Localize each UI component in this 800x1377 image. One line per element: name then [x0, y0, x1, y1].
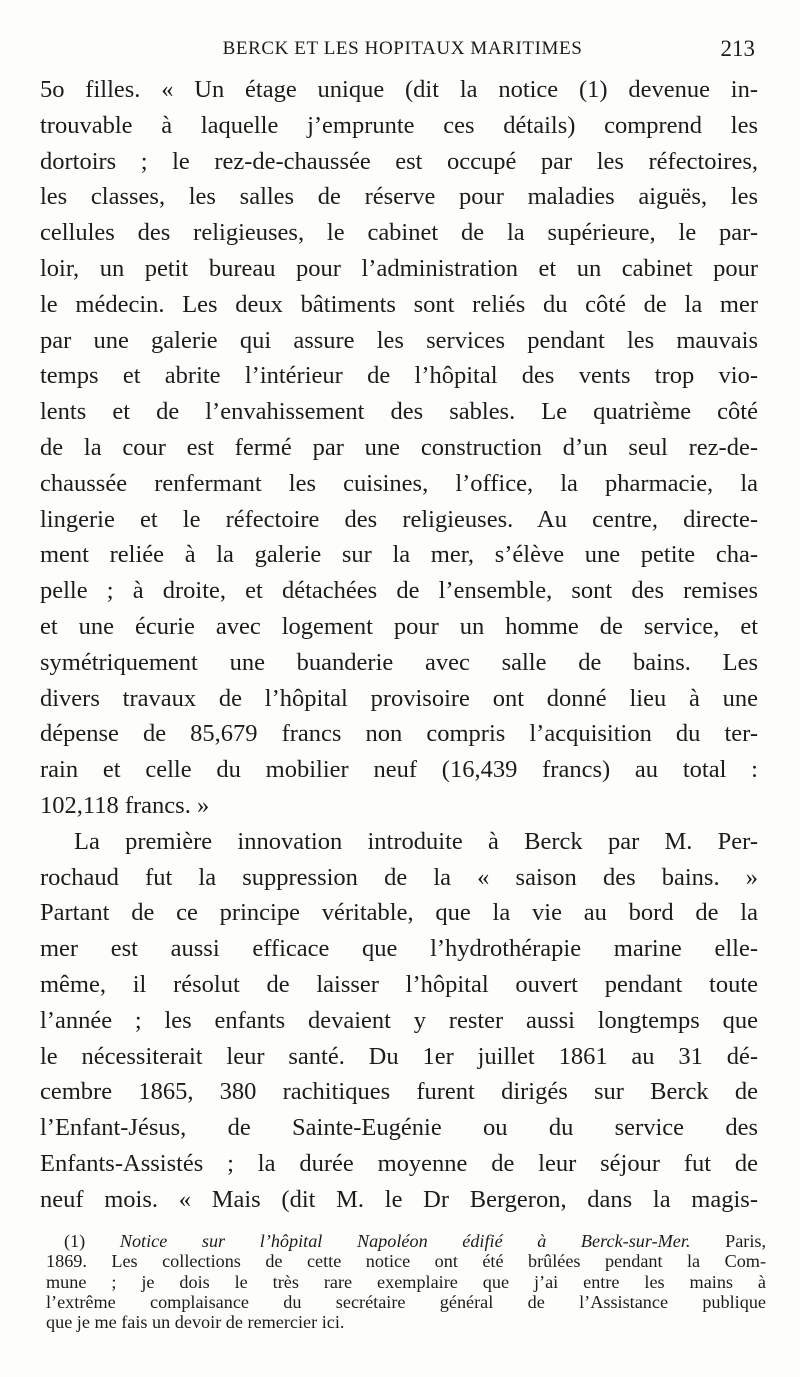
- text-line: cembre 1865, 380 rachitiques furent dirigés sur Berck de: [40, 1078, 758, 1106]
- text-line: lents et de l’envahissement des sables. Le quatrième côté: [40, 398, 758, 426]
- text-line: dépense de 85,679 francs non compris l’acquisition du ter-: [40, 720, 758, 748]
- footnote: [46, 1231, 766, 1332]
- text-line: de la cour est fermé par une construction d’un seul rez-de-: [40, 433, 758, 461]
- footnote-line: 1869. Les collections de cette notice ont été brûlées pendant la Com-: [46, 1251, 766, 1272]
- text-line: symétriquement une buanderie avec salle de bains. Les: [40, 648, 758, 676]
- text-line: le nécessiterait leur santé. Du 1er juillet 1861 au 31 dé-: [40, 1042, 758, 1070]
- text-line: loir, un petit bureau pour l’administration et un cabinet pour: [40, 254, 758, 282]
- text-line: rain et celle du mobilier neuf (16,439 francs) au total :: [40, 756, 758, 784]
- text-line: lingerie et le réfectoire des religieuses. Au centre, directe-: [40, 505, 758, 533]
- text-line: même, il résolut de laisser l’hôpital ouvert pendant toute: [40, 970, 758, 998]
- footnote-first-line: [46, 1231, 766, 1251]
- text-line: trouvable à laquelle j’emprunte ces détails) comprend les: [40, 111, 758, 139]
- page-number: 213: [720, 36, 755, 61]
- text-line: l’année ; les enfants devaient y rester aussi longtemps que: [40, 1006, 758, 1034]
- text-line: Enfants-Assistés ; la durée moyenne de leur séjour fut de: [40, 1149, 758, 1177]
- text-line: ment reliée à la galerie sur la mer, s’élève une petite cha-: [40, 541, 758, 569]
- text-line: 5o filles. « Un étage unique (dit la notice (1) devenue in-: [40, 76, 758, 103]
- text-line: dortoirs ; le rez-de-chaussée est occupé par les réfectoires,: [40, 147, 758, 175]
- footnote-line: l’extrême complaisance du secrétaire général de l’Assistance publique: [46, 1291, 766, 1312]
- footnote-line: mune ; je dois le très rare exemplaire que j’ai entre les mains à: [46, 1271, 766, 1292]
- text-line: mer est aussi efficace que l’hydrothérapie marine elle-: [40, 935, 758, 963]
- running-title: BERCK ET LES HOPITAUX MARITIMES: [222, 38, 583, 59]
- text-line: 102,118 francs. »: [40, 791, 210, 819]
- footnote-text: Paris,: [725, 1231, 766, 1251]
- body-text: [40, 72, 758, 1218]
- text-line: divers travaux de l’hôpital provisoire ont donné lieu à une: [40, 684, 758, 712]
- paragraph-start-line: La première innovation introduite à Berck par M. Per-: [74, 827, 758, 855]
- text-line: cellules des religieuses, le cabinet de la supérieure, le par-: [40, 219, 758, 247]
- text-line: neuf mois. « Mais (dit M. le Dr Bergeron, dans la magis-: [40, 1185, 758, 1213]
- footnote-marker: (1): [64, 1231, 86, 1251]
- text-line: chaussée renfermant les cuisines, l’office, la pharmacie, la: [40, 469, 758, 497]
- footnote-line: que je me fais un devoir de remercier ici.: [46, 1312, 345, 1333]
- text-line: par une galerie qui assure les services pendant les mauvais: [40, 326, 758, 354]
- text-line: le médecin. Les deux bâtiments sont reliés du côté de la mer: [40, 290, 758, 318]
- footnote-title: Notice sur l’hôpital Napoléon édifié à Berck-sur-Mer.: [119, 1231, 691, 1251]
- text-line: Partant de ce principe véritable, que la vie au bord de la: [40, 899, 758, 927]
- text-line: et une écurie avec logement pour un homme de service, et: [40, 612, 758, 640]
- text-line: temps et abrite l’intérieur de l’hôpital des vents trop vio-: [40, 362, 758, 390]
- text-line: pelle ; à droite, et détachées de l’ensemble, sont des remises: [40, 577, 758, 605]
- running-head: [40, 36, 765, 66]
- text-line: les classes, les salles de réserve pour maladies aiguës, les: [40, 183, 758, 211]
- text-line: l’Enfant-Jésus, de Sainte-Eugénie ou du service des: [40, 1114, 758, 1142]
- text-line: rochaud fut la suppression de la « saison des bains. »: [40, 863, 758, 891]
